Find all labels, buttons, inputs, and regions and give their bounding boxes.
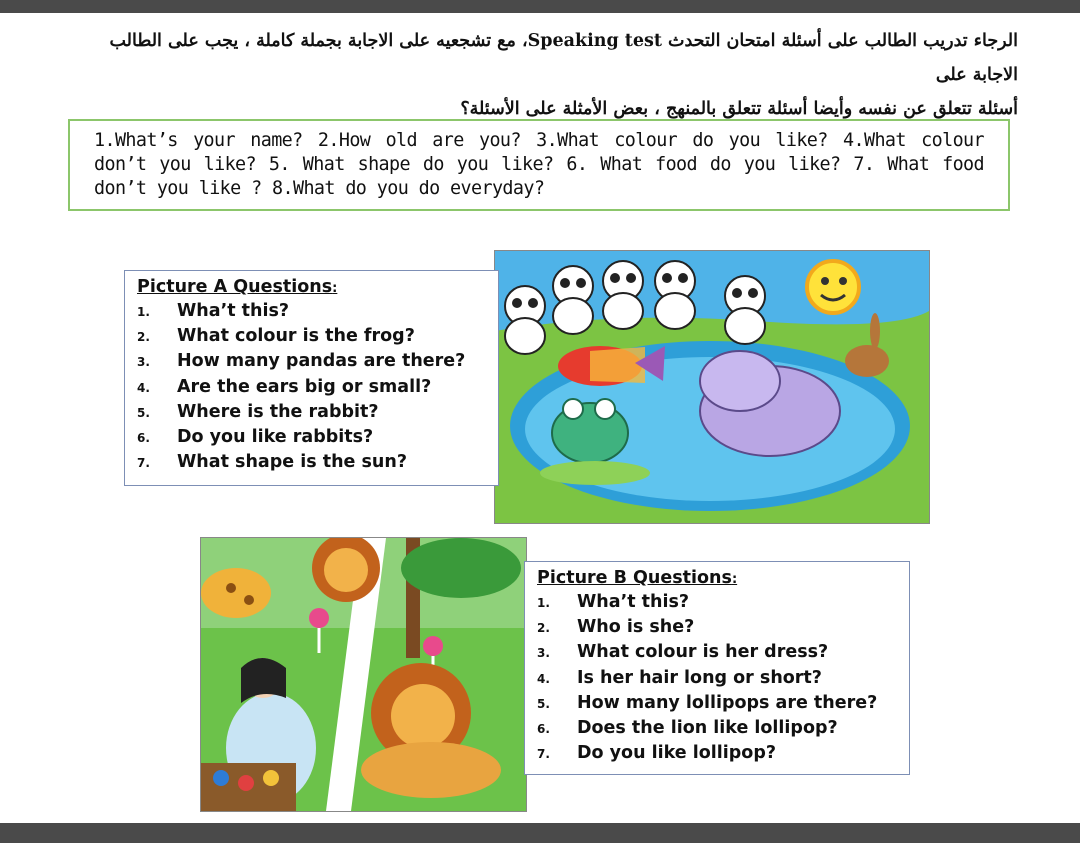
question-text: How many lollipops are there? bbox=[577, 692, 878, 713]
question-number: 7. bbox=[137, 456, 150, 471]
question-number: 3. bbox=[137, 355, 150, 370]
picture-a-illustration bbox=[494, 250, 930, 524]
picture-b-illustration bbox=[200, 537, 527, 812]
question-text: Are the ears big or small? bbox=[177, 376, 432, 397]
question-number: 4. bbox=[537, 671, 550, 686]
bottom-toolbar bbox=[0, 823, 1080, 843]
question-text: What colour is the frog? bbox=[177, 326, 415, 347]
list-item bbox=[537, 640, 909, 665]
question-text: Does the lion like lollipop? bbox=[577, 717, 838, 738]
question-text: What colour is her dress? bbox=[577, 642, 829, 663]
question-number: 6. bbox=[537, 721, 550, 736]
picture-b-title-colon: : bbox=[731, 572, 738, 587]
picture-a-title bbox=[137, 277, 498, 297]
question-number: 1. bbox=[537, 596, 550, 610]
list-item bbox=[137, 425, 498, 450]
picture-a-title-colon: : bbox=[332, 281, 338, 296]
general-questions-box bbox=[68, 119, 1010, 211]
question-text: Wha’t this? bbox=[177, 301, 290, 321]
question-text: Do you like lollipop? bbox=[577, 743, 776, 764]
list-item bbox=[537, 615, 909, 640]
question-number: 5. bbox=[537, 696, 550, 711]
question-number: 6. bbox=[137, 430, 150, 445]
list-item bbox=[537, 691, 909, 716]
picture-b-title-text: Picture B Questions bbox=[537, 568, 732, 588]
question-text: What shape is the sun? bbox=[177, 452, 407, 473]
question-text: How many pandas are there? bbox=[177, 351, 466, 372]
question-text: Where is the rabbit? bbox=[177, 401, 379, 422]
picture-b-title bbox=[537, 568, 909, 588]
question-number: 2. bbox=[137, 330, 150, 345]
list-item bbox=[137, 400, 498, 425]
question-number: 5. bbox=[137, 405, 150, 420]
instruction-line-1: الرجاء تدريب الطالب على أسئلة امتحان التحدث Speaking test، مع تشجعيه على الاجابة بجملة كاملة ، يجب على الطالب الاجابة على bbox=[109, 31, 1018, 85]
list-item bbox=[137, 349, 498, 374]
list-item bbox=[137, 299, 498, 324]
picture-b-questions-panel bbox=[524, 561, 910, 775]
list-item bbox=[537, 666, 909, 691]
list-item bbox=[137, 375, 498, 400]
picture-b-question-list bbox=[537, 590, 909, 766]
picture-a-question-list bbox=[137, 299, 498, 475]
general-questions-text: 1.What’s your name? 2.How old are you? 3.What colour do you like? 4.What colour don’t you like? 5. What shape do you like? 6. What food do you like? 7. What food don’t you like ? 8.What do you do everyday? bbox=[94, 130, 984, 199]
instruction-line-2: أسئلة تتعلق عن نفسه وأيضا أسئلة تتعلق بالمنهج ، بعض الأمثلة على الأسئلة؟ bbox=[460, 99, 1018, 119]
question-number: 3. bbox=[537, 646, 550, 661]
list-item bbox=[537, 741, 909, 766]
list-item bbox=[537, 716, 909, 741]
picture-a-title-text: Picture A Questions bbox=[137, 277, 333, 297]
list-item bbox=[537, 590, 909, 615]
question-text: Do you like rabbits? bbox=[177, 426, 374, 447]
question-number: 1. bbox=[137, 305, 150, 319]
question-text: Who is she? bbox=[577, 617, 695, 638]
question-text: Is her hair long or short? bbox=[577, 667, 822, 688]
list-item bbox=[137, 324, 498, 349]
question-text: Wha’t this? bbox=[577, 592, 690, 612]
question-number: 7. bbox=[537, 747, 550, 762]
question-number: 4. bbox=[137, 380, 150, 395]
picture-a-questions-panel bbox=[124, 270, 499, 486]
question-number: 2. bbox=[537, 621, 550, 636]
arabic-instructions bbox=[100, 24, 1018, 126]
list-item bbox=[137, 450, 498, 475]
top-toolbar bbox=[0, 0, 1080, 13]
